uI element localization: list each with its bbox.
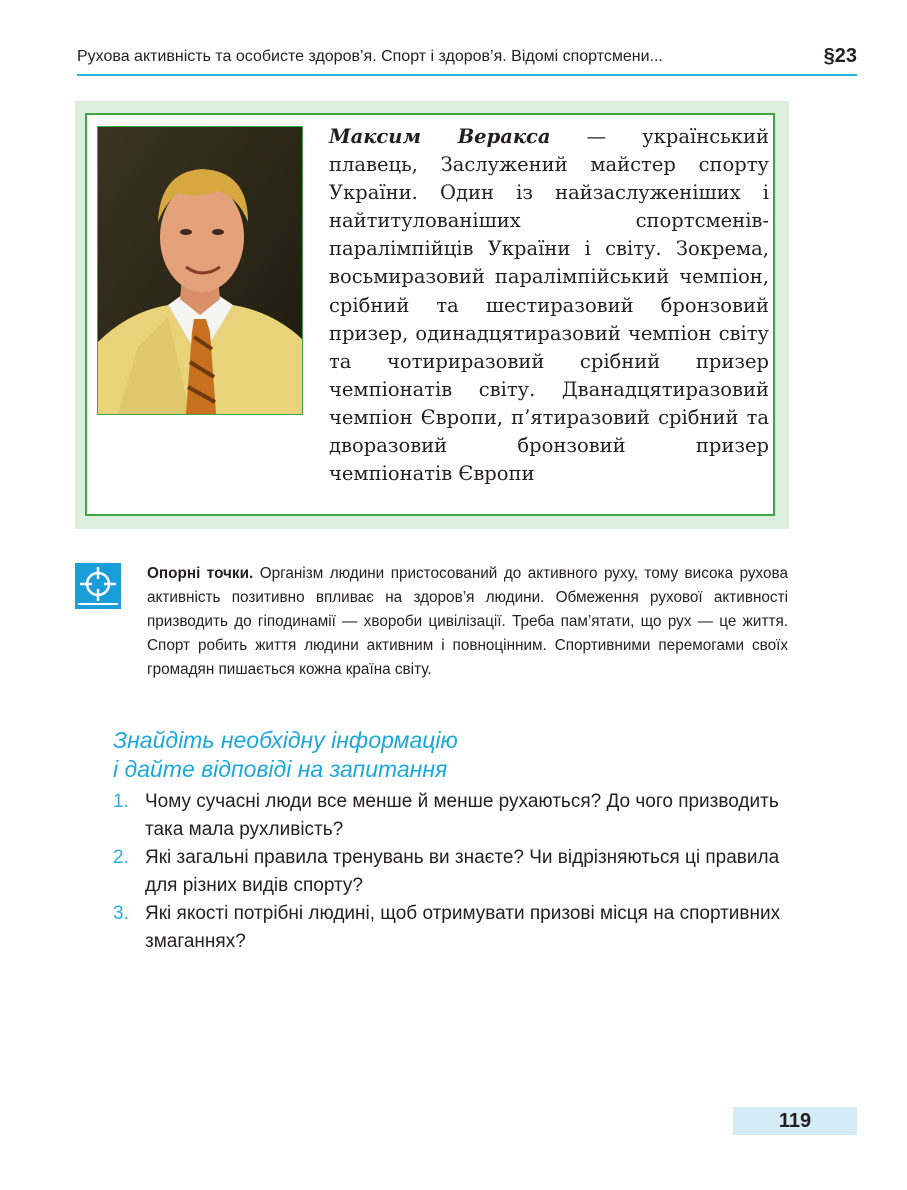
- question-item: [113, 788, 789, 844]
- task-heading-line-1: Знайдіть необхідну інформацію: [113, 727, 458, 753]
- running-header: [77, 44, 857, 76]
- question-text: Які якості потрібні людині, щоб отримувати призові місця на спортивних змаганнях?: [145, 903, 781, 952]
- biography-panel: [75, 101, 789, 529]
- task-heading: [113, 726, 458, 784]
- question-number: 3.: [113, 903, 129, 924]
- athlete-name: Максим Веракса: [329, 125, 551, 148]
- question-text: Які загальні правила тренувань ви знаєте? Чи відрізняються ці правила для різних видів спорту?: [145, 847, 780, 896]
- biography-frame: [85, 113, 775, 516]
- key-points-paragraph: [147, 562, 788, 682]
- question-number: 2.: [113, 847, 129, 868]
- page-number: 119: [733, 1107, 857, 1135]
- questions-list: [113, 788, 789, 956]
- section-number: §23: [823, 45, 857, 67]
- key-points-lead: Опорні точки.: [147, 565, 254, 582]
- athlete-portrait-photo: [97, 126, 303, 415]
- biography-description: — український плавець, Заслужений майстер спорту України. Один із найзаслуженіших і найтитулованіших спортсменів-паралімпійців України і світу. Зокрема, восьмиразовий паралімпійський чемпіон, срібний та шестиразовий бронзовий призер, одинадцятиразовий чемпіон світу та чотириразовий срібний призер чемпіонатів світу. Дванадцятиразовий чемпіон Європи, п’ятиразовий срібний та дворазовий бронзовий призер чемпіонатів Європи: [329, 125, 769, 486]
- key-points-text: Організм людини пристосований до активного руху, тому висока рухова активність позитивно впливає на здоров’я людини. Обмеження рухової активності призводить до гіподинамії — хвороби цивілізації. Треба пам’ятати, що рух — це життя. Спорт робить життя людини активним і повноцінним. Спортивними перемогами своїх громадян пишається кожна країна світу.: [147, 565, 788, 678]
- task-heading-line-2: і дайте відповіді на запитання: [113, 756, 448, 782]
- question-item: [113, 900, 789, 956]
- question-number: 1.: [113, 791, 129, 812]
- target-crosshair-icon: [75, 563, 121, 609]
- portrait-illustration: [98, 127, 302, 414]
- question-item: [113, 844, 789, 900]
- running-title: Рухова активність та особисте здоров’я. Спорт і здоров’я. Відомі спортсмени...: [77, 48, 663, 65]
- biography-text: [329, 123, 769, 488]
- question-text: Чому сучасні люди все менше й менше рухаються? До чого призводить така мала рухливість?: [145, 791, 779, 840]
